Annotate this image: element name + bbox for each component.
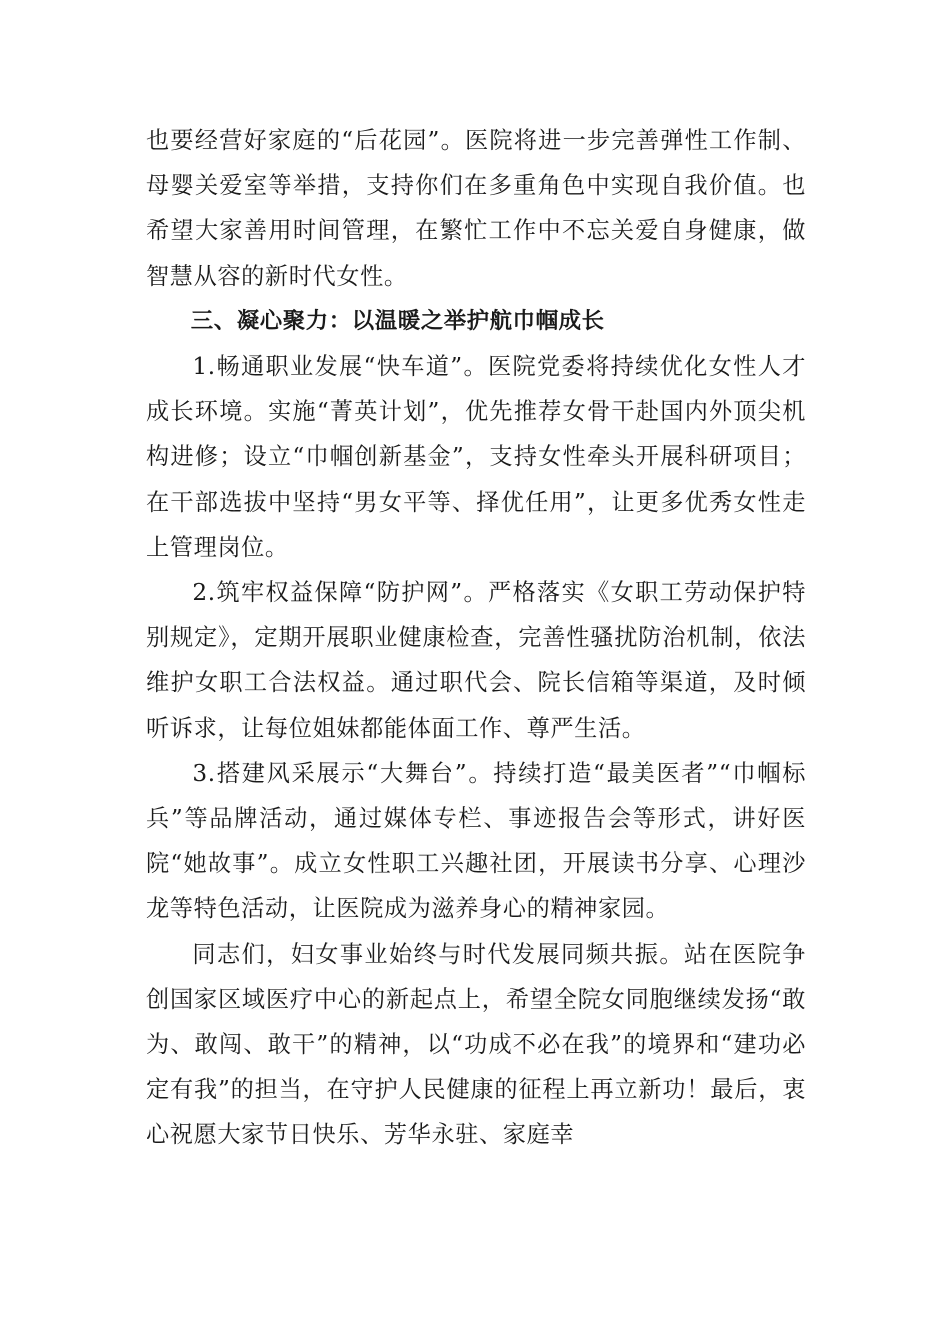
section-heading-3: 三、凝心聚力：以温暖之举护航巾帼成长	[190, 307, 605, 334]
document-body	[146, 118, 806, 1158]
paragraph-continuation: 也要经营好家庭的“后花园”。医院将进一步完善弹性工作制、母婴关爱室等举措，支持你们在多重角色中实现自我价值。也希望大家善用时间管理，在繁忙工作中不忘关爱自身健康，做智慧从容的新时代女性。	[146, 127, 806, 290]
closing-paragraph: 同志们，妇女事业始终与时代发展同频共振。站在医院争创国家区域医疗中心的新起点上，希望全院女同胞继续发扬“敢为、敢闯、敢干”的精神，以“功成不必在我”的境界和“建功必定有我”的担当，在守护人民健康的征程上再立新功！最后，衷心祝愿大家节日快乐、芳华永驻、家庭幸	[146, 940, 806, 1149]
list-item-3: 3.搭建风采展示“大舞台”。持续打造“最美医者”“巾帼标兵”等品牌活动，通过媒体专栏、事迹报告会等形式，讲好医院“她故事”。成立女性职工兴趣社团，开展读书分享、心理沙龙等特色活动，让医院成为滋养身心的精神家园。	[146, 759, 806, 923]
list-item-1: 1.畅通职业发展“快车道”。医院党委将持续优化女性人才成长环境。实施“菁英计划”，优先推荐女骨干赴国内外顶尖机构进修；设立“巾帼创新基金”，支持女性牵头开展科研项目；在干部选拔中坚持“男女平等、择优任用”，让更多优秀女性走上管理岗位。	[146, 353, 806, 561]
list-item-2: 2.筑牢权益保障“防护网”。严格落实《女职工劳动保护特别规定》，定期开展职业健康检查，完善性骚扰防治机制，依法维护女职工合法权益。通过职代会、院长信箱等渠道，及时倾听诉求，让每位姐妹都能体面工作、尊严生活。	[146, 579, 806, 742]
